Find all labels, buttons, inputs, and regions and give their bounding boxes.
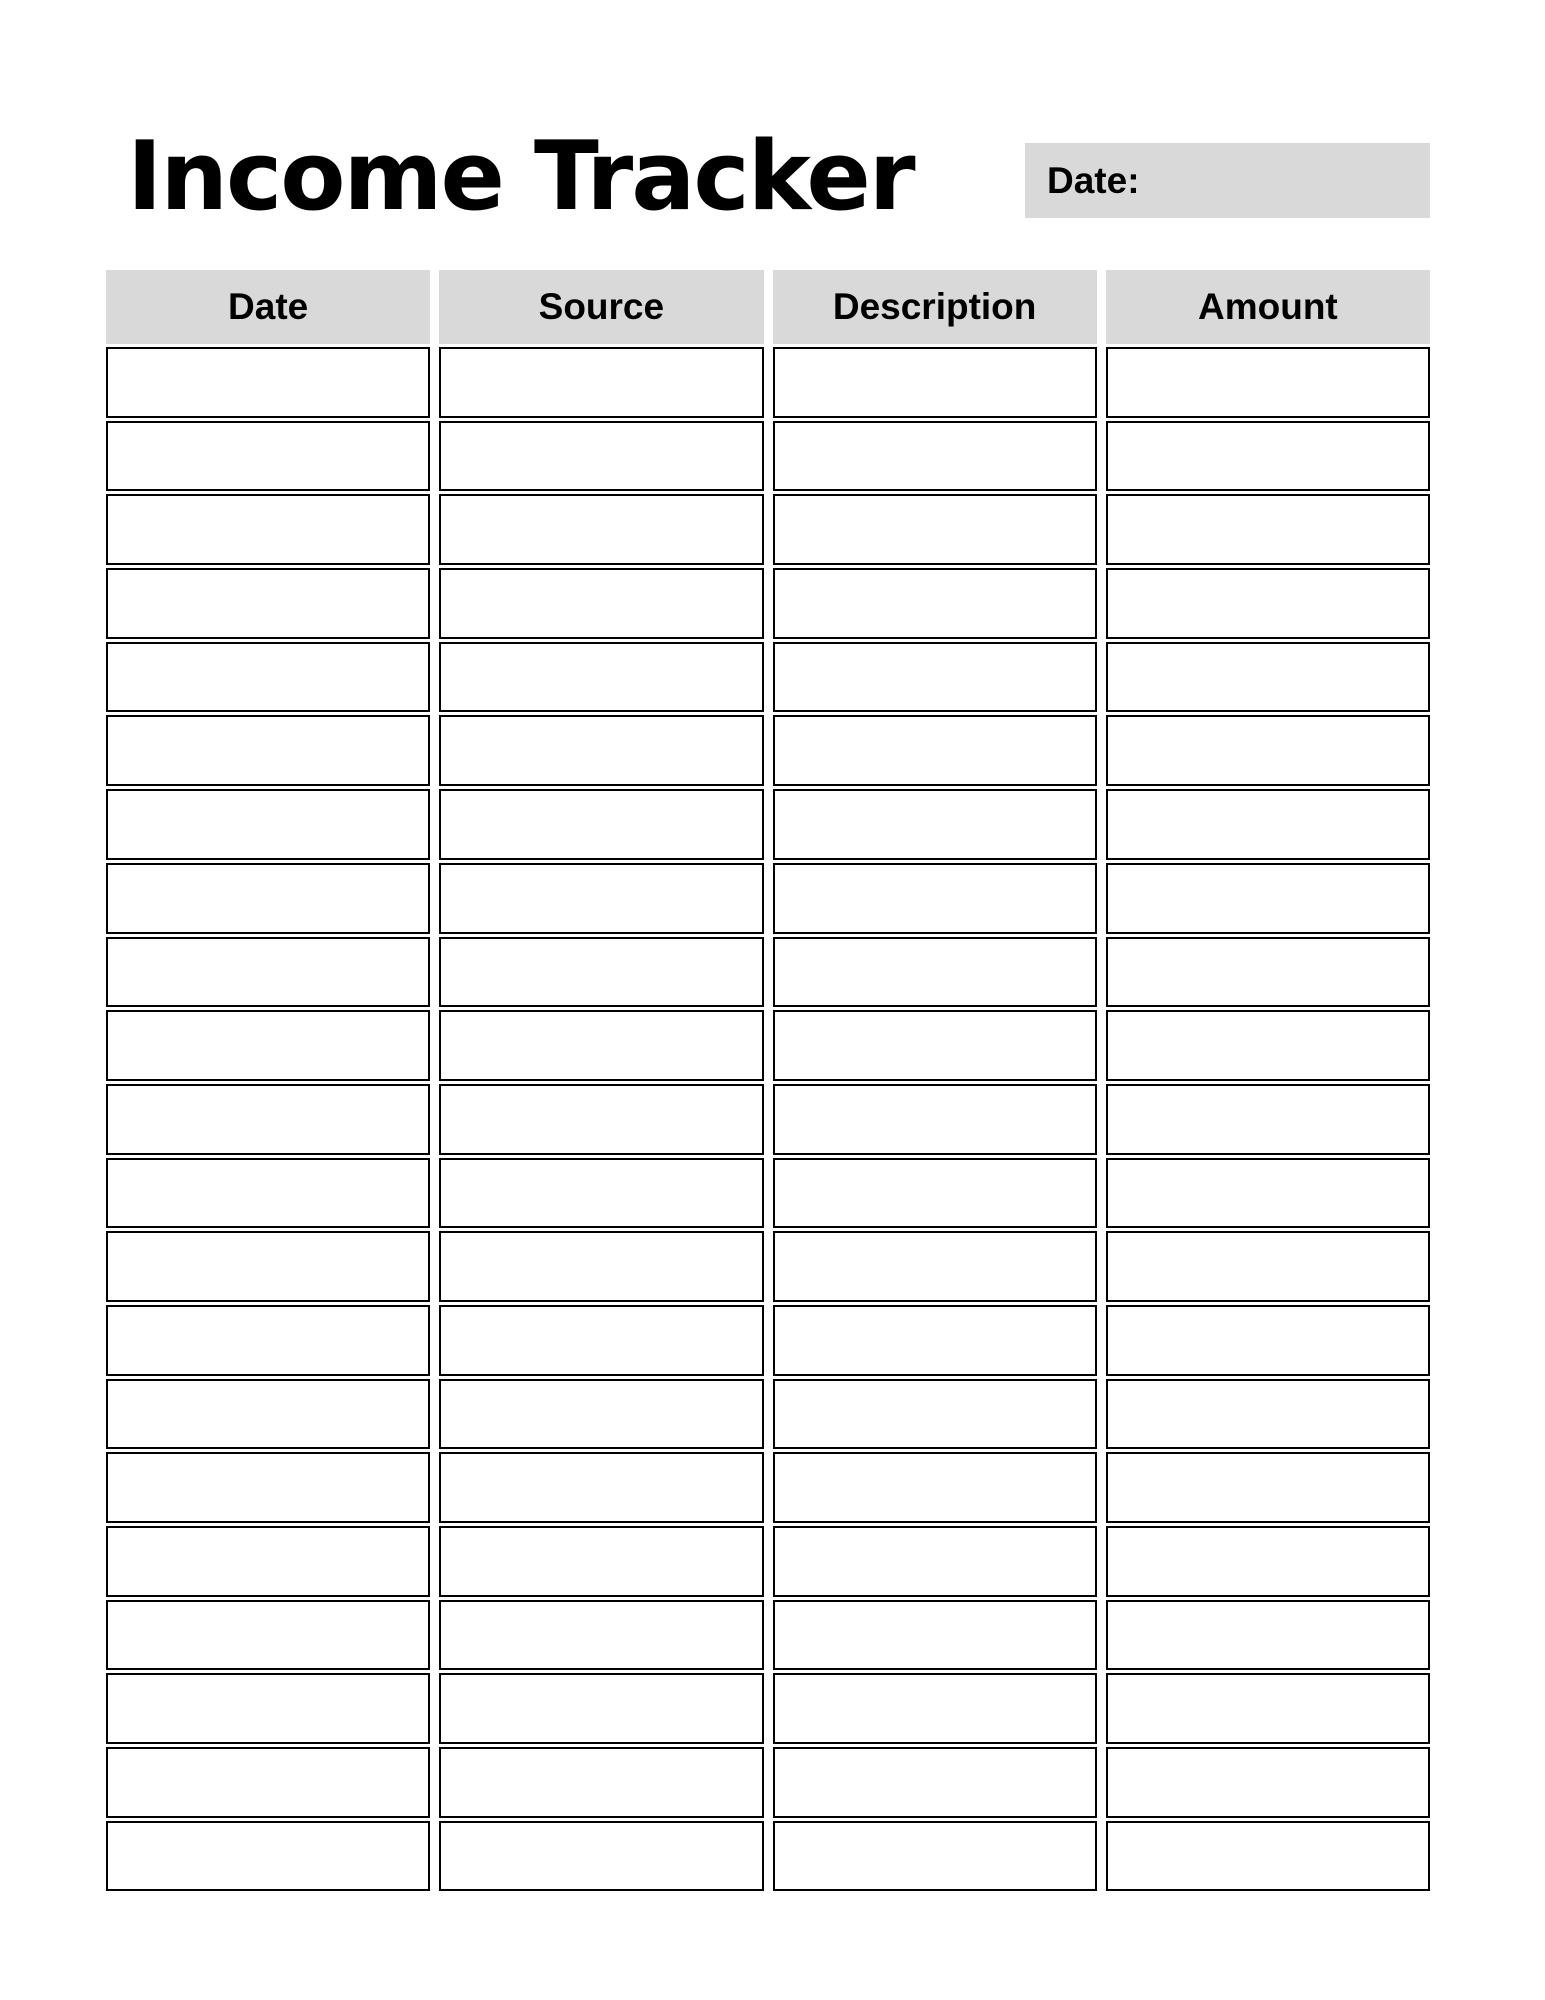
cell-description-row-18[interactable]: [773, 1600, 1097, 1671]
cell-source-row-17[interactable]: [439, 1526, 763, 1597]
cell-amount-row-18[interactable]: [1106, 1600, 1430, 1671]
cell-amount-row-3[interactable]: [1106, 494, 1430, 565]
cell-description-row-11[interactable]: [773, 1084, 1097, 1155]
date-label: Date:: [1047, 160, 1140, 201]
income-table: [106, 270, 1430, 1891]
cell-source-row-7[interactable]: [439, 789, 763, 860]
cell-description-row-1[interactable]: [773, 347, 1097, 418]
cell-amount-row-21[interactable]: [1106, 1821, 1430, 1892]
date-entry-field[interactable]: [1140, 143, 1430, 218]
cell-date-row-17[interactable]: [106, 1526, 430, 1597]
column-header-date: Date: [106, 270, 430, 344]
cell-date-row-11[interactable]: [106, 1084, 430, 1155]
cell-amount-row-6[interactable]: [1106, 715, 1430, 786]
cell-source-row-3[interactable]: [439, 494, 763, 565]
cell-amount-row-8[interactable]: [1106, 863, 1430, 934]
cell-date-row-15[interactable]: [106, 1379, 430, 1450]
cell-description-row-12[interactable]: [773, 1158, 1097, 1229]
cell-amount-row-9[interactable]: [1106, 937, 1430, 1008]
cell-description-row-7[interactable]: [773, 789, 1097, 860]
cell-date-row-10[interactable]: [106, 1010, 430, 1081]
cell-source-row-13[interactable]: [439, 1231, 763, 1302]
cell-date-row-5[interactable]: [106, 642, 430, 713]
cell-description-row-16[interactable]: [773, 1452, 1097, 1523]
cell-amount-row-17[interactable]: [1106, 1526, 1430, 1597]
cell-amount-row-13[interactable]: [1106, 1231, 1430, 1302]
cell-amount-row-11[interactable]: [1106, 1084, 1430, 1155]
cell-source-row-6[interactable]: [439, 715, 763, 786]
cell-source-row-2[interactable]: [439, 421, 763, 492]
cell-description-row-5[interactable]: [773, 642, 1097, 713]
cell-description-row-21[interactable]: [773, 1821, 1097, 1892]
cell-description-row-17[interactable]: [773, 1526, 1097, 1597]
cell-description-row-14[interactable]: [773, 1305, 1097, 1376]
cell-date-row-19[interactable]: [106, 1673, 430, 1744]
cell-date-row-3[interactable]: [106, 494, 430, 565]
cell-description-row-6[interactable]: [773, 715, 1097, 786]
cell-date-row-18[interactable]: [106, 1600, 430, 1671]
cell-source-row-9[interactable]: [439, 937, 763, 1008]
date-box[interactable]: [1025, 143, 1430, 218]
cell-description-row-9[interactable]: [773, 937, 1097, 1008]
cell-description-row-4[interactable]: [773, 568, 1097, 639]
cell-source-row-21[interactable]: [439, 1821, 763, 1892]
cell-source-row-5[interactable]: [439, 642, 763, 713]
cell-description-row-20[interactable]: [773, 1747, 1097, 1818]
cell-amount-row-16[interactable]: [1106, 1452, 1430, 1523]
column-header-source: Source: [439, 270, 763, 344]
cell-source-row-4[interactable]: [439, 568, 763, 639]
cell-source-row-20[interactable]: [439, 1747, 763, 1818]
cell-date-row-2[interactable]: [106, 421, 430, 492]
cell-source-row-16[interactable]: [439, 1452, 763, 1523]
page-title: Income Tracker: [127, 122, 914, 232]
cell-date-row-7[interactable]: [106, 789, 430, 860]
cell-description-row-2[interactable]: [773, 421, 1097, 492]
cell-date-row-21[interactable]: [106, 1821, 430, 1892]
cell-description-row-3[interactable]: [773, 494, 1097, 565]
cell-date-row-6[interactable]: [106, 715, 430, 786]
cell-amount-row-14[interactable]: [1106, 1305, 1430, 1376]
cell-source-row-14[interactable]: [439, 1305, 763, 1376]
cell-amount-row-20[interactable]: [1106, 1747, 1430, 1818]
cell-source-row-18[interactable]: [439, 1600, 763, 1671]
cell-amount-row-7[interactable]: [1106, 789, 1430, 860]
cell-source-row-8[interactable]: [439, 863, 763, 934]
cell-amount-row-10[interactable]: [1106, 1010, 1430, 1081]
cell-source-row-1[interactable]: [439, 347, 763, 418]
cell-date-row-13[interactable]: [106, 1231, 430, 1302]
cell-date-row-12[interactable]: [106, 1158, 430, 1229]
cell-source-row-11[interactable]: [439, 1084, 763, 1155]
cell-date-row-20[interactable]: [106, 1747, 430, 1818]
cell-description-row-19[interactable]: [773, 1673, 1097, 1744]
cell-description-row-15[interactable]: [773, 1379, 1097, 1450]
cell-amount-row-5[interactable]: [1106, 642, 1430, 713]
cell-date-row-14[interactable]: [106, 1305, 430, 1376]
cell-amount-row-12[interactable]: [1106, 1158, 1430, 1229]
cell-description-row-10[interactable]: [773, 1010, 1097, 1081]
cell-amount-row-2[interactable]: [1106, 421, 1430, 492]
cell-date-row-4[interactable]: [106, 568, 430, 639]
cell-source-row-12[interactable]: [439, 1158, 763, 1229]
cell-source-row-15[interactable]: [439, 1379, 763, 1450]
cell-amount-row-15[interactable]: [1106, 1379, 1430, 1450]
cell-date-row-9[interactable]: [106, 937, 430, 1008]
cell-description-row-13[interactable]: [773, 1231, 1097, 1302]
column-header-description: Description: [773, 270, 1097, 344]
column-header-amount: Amount: [1106, 270, 1430, 344]
cell-description-row-8[interactable]: [773, 863, 1097, 934]
cell-source-row-10[interactable]: [439, 1010, 763, 1081]
cell-amount-row-4[interactable]: [1106, 568, 1430, 639]
cell-date-row-8[interactable]: [106, 863, 430, 934]
cell-amount-row-1[interactable]: [1106, 347, 1430, 418]
cell-date-row-1[interactable]: [106, 347, 430, 418]
cell-date-row-16[interactable]: [106, 1452, 430, 1523]
cell-source-row-19[interactable]: [439, 1673, 763, 1744]
cell-amount-row-19[interactable]: [1106, 1673, 1430, 1744]
